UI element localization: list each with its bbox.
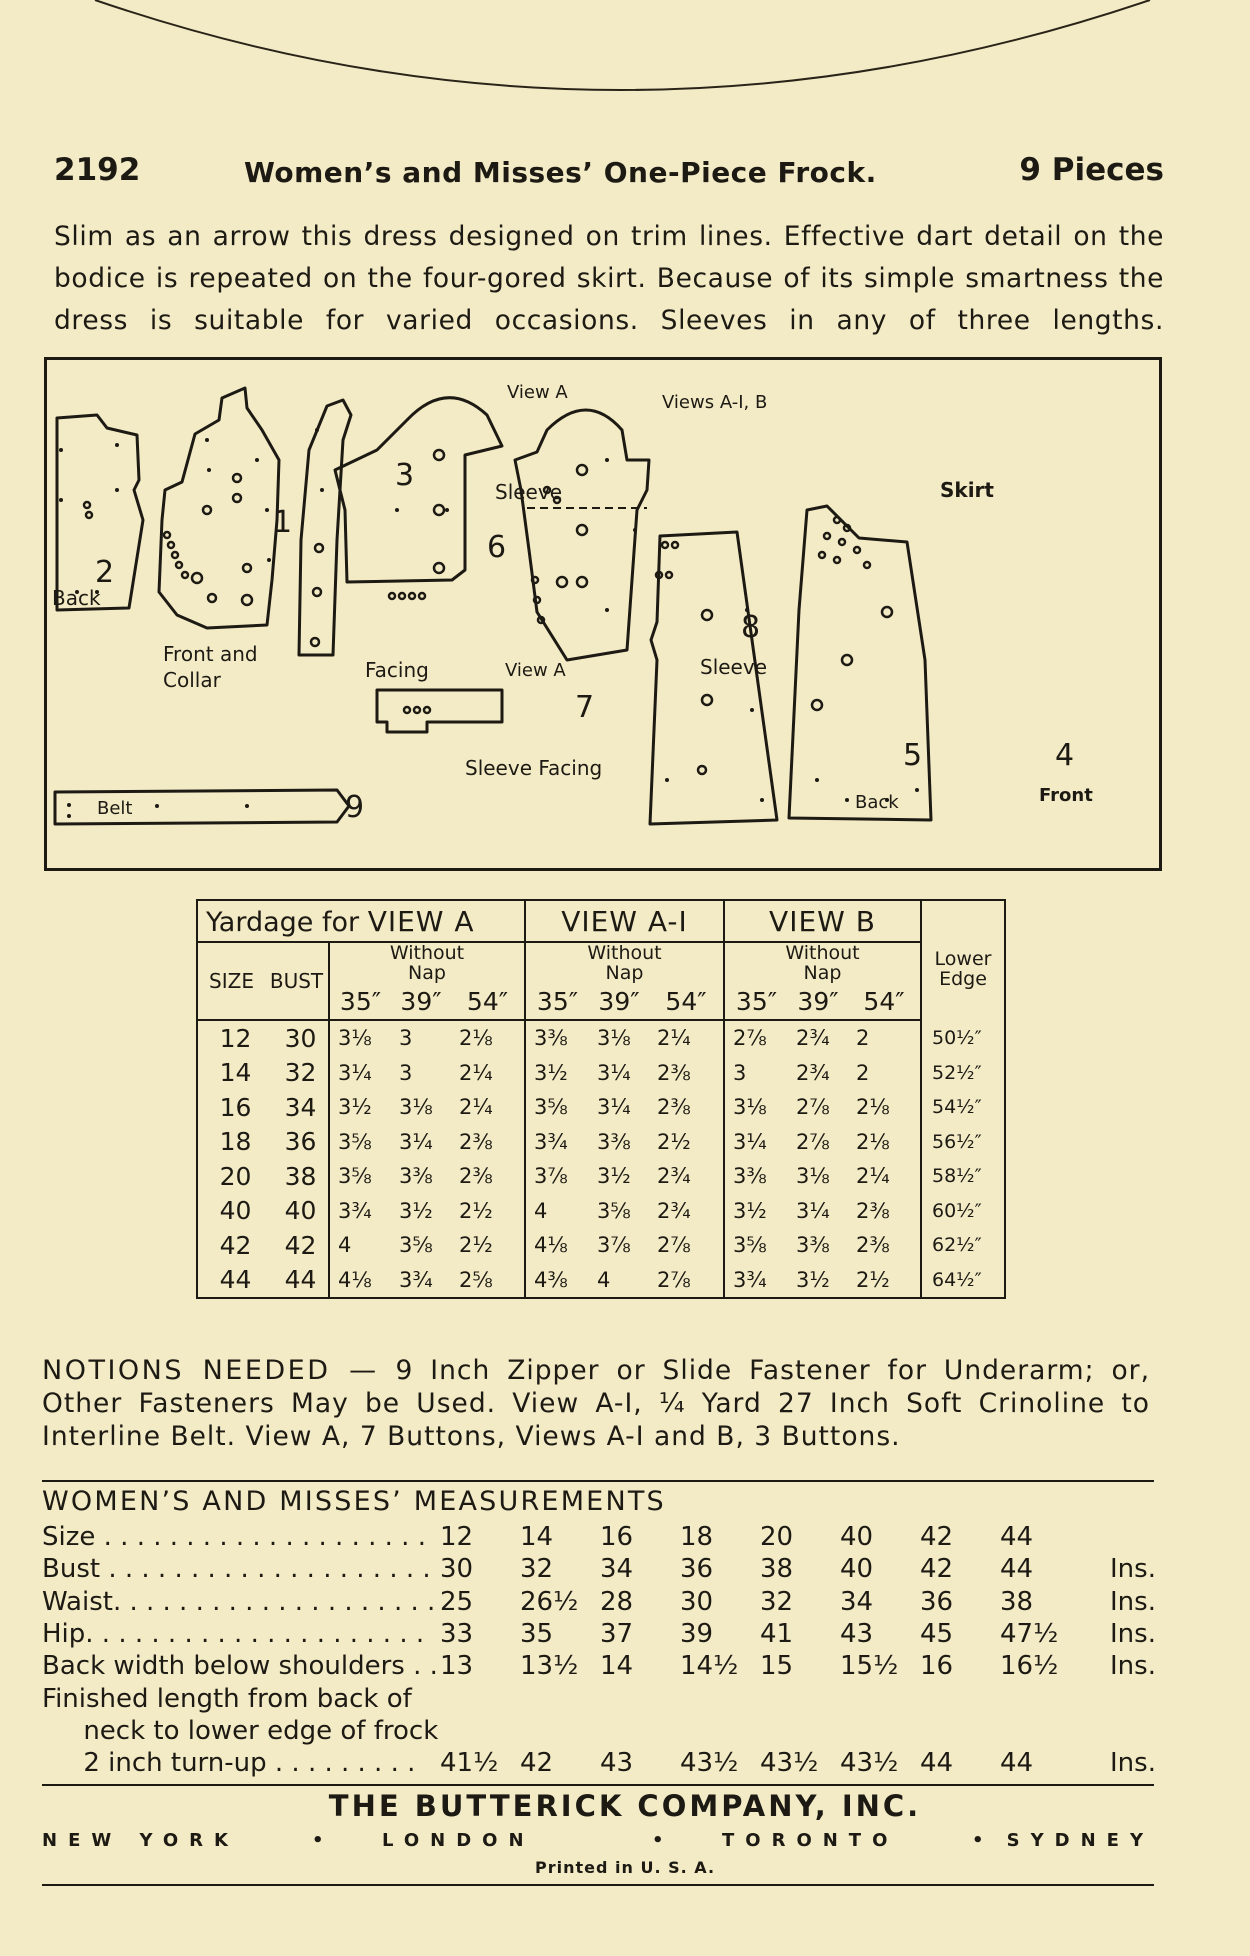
yardage-b-1: 3½ — [796, 1267, 830, 1292]
view-b-without-nap: Without Nap — [785, 942, 860, 984]
measurement-value: 43½ — [840, 1748, 899, 1779]
yardage-a-2: 2⅛ — [451, 1020, 525, 1056]
yardage-bust: 44 — [265, 1263, 329, 1299]
pattern-pieces-diagram — [44, 357, 1162, 871]
size-header: SIZE — [197, 942, 265, 1020]
measurement-value: 40 — [840, 1554, 874, 1585]
piece-front-collar — [159, 388, 279, 628]
yardage-a1-0: 4⅛ — [534, 1233, 568, 1258]
measurement-value: 32 — [520, 1554, 554, 1585]
yardage-bust: 36 — [265, 1125, 329, 1160]
yardage-lower-edge: 50½″ — [932, 1026, 982, 1049]
measurement-label: Finished length from back of — [42, 1683, 412, 1714]
yardage-b-2: 2⅜ — [848, 1228, 921, 1263]
yardage-a-2: 2⅜ — [451, 1125, 525, 1160]
piece-number-3: 3 — [395, 458, 415, 493]
yardage-lower-edge: 62½″ — [932, 1234, 982, 1257]
view-b-nap-header — [724, 942, 921, 983]
yardage-a1-1: 3⅜ — [597, 1129, 631, 1154]
measurement-value: 45 — [920, 1618, 954, 1649]
bust-header: BUST — [265, 942, 329, 1020]
yardage-a-1: 3 — [399, 1060, 413, 1085]
yardage-b-2: 2¼ — [848, 1159, 921, 1194]
measurement-value: 43½ — [680, 1748, 739, 1779]
yardage-bust: 32 — [265, 1056, 329, 1091]
yardage-b-1: 2⅞ — [796, 1095, 830, 1120]
yardage-a-2: 2¼ — [451, 1090, 525, 1125]
measurement-row — [42, 1716, 1162, 1748]
yardage-size: 42 — [219, 1230, 252, 1260]
yardage-lower-edge: 56½″ — [932, 1130, 982, 1153]
measurement-value: 26½ — [520, 1586, 579, 1617]
view-b-label: VIEW B — [769, 904, 876, 938]
measurement-value: 41 — [760, 1618, 794, 1649]
piece-number-8: 8 — [741, 610, 761, 645]
view-a1-without-nap: Without Nap — [587, 942, 662, 984]
view-a1-width-39: 39″ — [589, 983, 649, 1020]
measurement-unit: Ins. — [1110, 1554, 1156, 1585]
yardage-a-1: 3¾ — [399, 1267, 433, 1292]
pattern-pieces-drawing — [47, 360, 1159, 868]
divider-top — [42, 1480, 1154, 1482]
measurement-value: 33 — [440, 1618, 474, 1649]
yardage-view-b-header — [724, 900, 921, 942]
yardage-row — [197, 1090, 1005, 1125]
yardage-a1-1: 3⅞ — [597, 1233, 631, 1258]
yardage-a1-2: 2¼ — [649, 1020, 724, 1056]
notions-text: 9 Inch Zipper or Slide Fastener for Underarm; or, Other Fasteners May be Used. View A-I, ¼ Yard 27 Inch Soft Crinoline to Interline Belt. View A, 7 Buttons, Views A-I and B, 3 Buttons. — [42, 1355, 1150, 1452]
yardage-b-1: 2⅞ — [796, 1129, 830, 1154]
yardage-b-0: 3⅛ — [733, 1095, 767, 1120]
view-a-width-54: 54″ — [451, 983, 525, 1020]
notions-lead: NOTIONS NEEDED — — [42, 1355, 379, 1386]
measurement-row — [42, 1748, 1162, 1780]
measurement-label: Back width below shoulders . . — [42, 1651, 438, 1682]
measurement-value: 42 — [920, 1554, 954, 1585]
yardage-size: 40 — [219, 1196, 252, 1226]
company-name: THE BUTTERICK COMPANY, INC. — [328, 1789, 922, 1823]
yardage-a-0: 4⅛ — [338, 1267, 372, 1292]
measurement-value: 15 — [760, 1651, 794, 1682]
piece-number-5: 5 — [903, 738, 923, 773]
measurement-value: 38 — [1000, 1586, 1034, 1617]
measurement-value: 39 — [680, 1618, 714, 1649]
label-front-collar-2: Collar — [163, 668, 221, 692]
yardage-rows — [197, 1020, 1005, 1298]
yardage-a1-2: 2⅞ — [649, 1228, 724, 1263]
view-b-width-39: 39″ — [788, 983, 848, 1020]
yardage-a1-0: 3⅝ — [534, 1095, 568, 1120]
measurement-value: 35 — [520, 1618, 554, 1649]
measurement-row — [42, 1619, 1162, 1651]
measurements-title: WOMEN’S AND MISSES’ MEASUREMENTS — [42, 1486, 666, 1517]
piece-number-9: 9 — [345, 790, 365, 825]
city-separator: • — [652, 1830, 675, 1851]
yardage-view-a-header — [197, 900, 525, 942]
yardage-a-0: 3⅛ — [338, 1026, 372, 1051]
view-a1-label: VIEW A-I — [561, 904, 688, 938]
measurement-unit: Ins. — [1110, 1651, 1156, 1682]
measurement-value: 41½ — [440, 1748, 499, 1779]
yardage-b-0: 3 — [733, 1060, 747, 1085]
yardage-row — [197, 1228, 1005, 1263]
label-sleeve-b: Sleeve — [700, 655, 768, 679]
yardage-a1-1: 4 — [597, 1267, 611, 1292]
yardage-b-1: 2¾ — [796, 1060, 830, 1085]
pattern-header — [54, 152, 1164, 196]
yardage-bust: 34 — [265, 1090, 329, 1125]
city-name: SYDNEY — [1006, 1830, 1154, 1851]
yardage-lower-edge: 54½″ — [932, 1096, 982, 1119]
label-view-a-facing: View A — [505, 660, 566, 681]
measurement-row — [42, 1651, 1162, 1683]
yardage-b-2: 2⅜ — [848, 1194, 921, 1229]
yardage-size: 16 — [219, 1092, 252, 1122]
measurement-value: 16½ — [1000, 1651, 1059, 1682]
label-skirt-back: Back — [855, 792, 899, 813]
piece-number-4: 4 — [1055, 738, 1075, 773]
measurement-value: 42 — [920, 1522, 954, 1552]
pieces-count: 9 Pieces — [1019, 152, 1164, 188]
measurement-row — [42, 1684, 1162, 1716]
yardage-view-a1-header — [525, 900, 724, 942]
yardage-a-0: 4 — [338, 1233, 352, 1258]
yardage-a-1: 3⅝ — [399, 1233, 433, 1258]
view-b-width-54: 54″ — [848, 983, 921, 1020]
view-a-label: VIEW A — [367, 904, 475, 938]
yardage-b-0: 3¼ — [733, 1129, 767, 1154]
yardage-a1-2: 2½ — [649, 1125, 724, 1160]
pattern-number: 2192 — [54, 152, 141, 188]
yardage-a-1: 3⅜ — [399, 1164, 433, 1189]
label-skirt: Skirt — [940, 478, 994, 502]
yardage-lower-edge: 58½″ — [932, 1165, 982, 1188]
yardage-a-2: 2½ — [451, 1194, 525, 1229]
yardage-a1-0: 4 — [534, 1198, 548, 1223]
yardage-b-0: 3½ — [733, 1198, 767, 1223]
view-a-nap-header — [329, 942, 525, 983]
label-back: Back — [52, 586, 101, 610]
measurement-value: 25 — [440, 1586, 474, 1617]
measurement-value: 44 — [1000, 1522, 1034, 1552]
measurement-label: Waist. . . . . . . . . . . . . . . . . . . . — [42, 1586, 436, 1617]
label-sleeve-a: Sleeve — [495, 480, 563, 504]
measurement-value: 34 — [840, 1586, 874, 1617]
yardage-a-0: 3⅝ — [338, 1129, 372, 1154]
yardage-a1-1: 3¼ — [597, 1095, 631, 1120]
piece-facing — [299, 400, 351, 655]
notions-needed — [42, 1354, 1150, 1453]
yardage-a1-0: 3⅜ — [534, 1026, 568, 1051]
measurement-value: 28 — [600, 1586, 634, 1617]
yardage-b-2: 2½ — [848, 1263, 921, 1299]
yardage-a-0: 3⅝ — [338, 1164, 372, 1189]
yardage-b-2: 2 — [848, 1056, 921, 1091]
yardage-a1-0: 3⅞ — [534, 1164, 568, 1189]
yardage-lower-edge: 52½″ — [932, 1061, 982, 1084]
view-a-without-nap: Without Nap — [389, 942, 465, 984]
city-separator: • — [312, 1830, 335, 1851]
printed-in: Printed in U. S. A. — [534, 1858, 716, 1877]
measurement-value: 43½ — [760, 1748, 819, 1779]
measurement-unit: Ins. — [1110, 1618, 1156, 1649]
measurement-value: 36 — [680, 1554, 714, 1585]
measurement-row — [42, 1554, 1162, 1586]
measurement-value: 18 — [680, 1522, 714, 1552]
yardage-bust: 38 — [265, 1159, 329, 1194]
envelope-flap-arc — [0, 0, 1250, 110]
measurement-value: 14 — [520, 1522, 554, 1552]
yardage-row — [197, 1159, 1005, 1194]
measurement-value: 13½ — [520, 1651, 579, 1682]
yardage-a-1: 3¼ — [399, 1129, 433, 1154]
yardage-a1-2: 2¾ — [649, 1159, 724, 1194]
yardage-a1-2: 2⅞ — [649, 1263, 724, 1299]
yardage-a-1: 3 — [399, 1026, 413, 1051]
measurement-value: 44 — [1000, 1748, 1034, 1779]
yardage-a-1: 3½ — [399, 1198, 433, 1223]
measurement-value: 42 — [520, 1748, 554, 1779]
yardage-lower-edge: 64½″ — [932, 1268, 982, 1291]
yardage-b-2: 2⅛ — [848, 1125, 921, 1160]
yardage-a1-1: 3⅛ — [597, 1026, 631, 1051]
yardage-title-prefix: Yardage for — [206, 906, 360, 938]
yardage-a1-2: 2⅜ — [649, 1090, 724, 1125]
yardage-b-1: 3⅛ — [796, 1164, 830, 1189]
lower-edge-header — [921, 900, 1005, 1020]
measurement-unit: Ins. — [1110, 1586, 1156, 1617]
yardage-a1-1: 3¼ — [597, 1060, 631, 1085]
measurement-value: 43 — [840, 1618, 874, 1649]
yardage-row — [197, 1263, 1005, 1299]
yardage-b-0: 2⅞ — [733, 1026, 767, 1051]
yardage-a1-0: 3¾ — [534, 1129, 568, 1154]
yardage-a1-2: 2¾ — [649, 1194, 724, 1229]
label-skirt-front: Front — [1039, 785, 1093, 806]
city-name: TORONTO — [722, 1830, 899, 1851]
view-a-width-39: 39″ — [391, 983, 451, 1020]
yardage-b-2: 2 — [848, 1020, 921, 1056]
yardage-lower-edge: 60½″ — [932, 1199, 982, 1222]
measurement-value: 38 — [760, 1554, 794, 1585]
measurement-value: 30 — [680, 1586, 714, 1617]
measurement-value: 30 — [440, 1554, 474, 1585]
measurement-value: 15½ — [840, 1651, 899, 1682]
measurement-label: Hip. . . . . . . . . . . . . . . . . . . . . — [42, 1618, 425, 1649]
yardage-a-2: 2¼ — [451, 1056, 525, 1091]
yardage-row — [197, 1125, 1005, 1160]
measurement-value: 43 — [600, 1748, 634, 1779]
divider-bottom — [42, 1784, 1154, 1786]
yardage-row — [197, 1056, 1005, 1091]
yardage-b-1: 2¾ — [796, 1026, 830, 1051]
view-a1-nap-header — [525, 942, 724, 983]
yardage-bust: 42 — [265, 1228, 329, 1263]
label-sleeve-facing: Sleeve Facing — [465, 756, 603, 780]
city-name: LONDON — [382, 1830, 535, 1851]
yardage-size: 44 — [219, 1265, 252, 1295]
yardage-row — [197, 1194, 1005, 1229]
measurement-value: 32 — [760, 1586, 794, 1617]
pattern-description: Slim as an arrow this dress designed on trim lines. Effective dart detail on the bodice is repeated on the four-gored skirt. Because of its simple smartness the dress is suitable for varied occasions. Sleeves in any of three lengths. — [54, 221, 1164, 336]
yardage-b-0: 3¾ — [733, 1267, 767, 1292]
measurement-row — [42, 1522, 1162, 1554]
view-a1-width-54: 54″ — [649, 983, 724, 1020]
piece-sleeve-facing — [377, 690, 502, 732]
measurement-value: 47½ — [1000, 1618, 1059, 1649]
measurement-value: 40 — [840, 1522, 874, 1552]
yardage-a1-0: 4⅜ — [534, 1267, 568, 1292]
yardage-a-1: 3⅛ — [399, 1095, 433, 1120]
measurement-value: 16 — [920, 1651, 954, 1682]
piece-number-2: 2 — [95, 555, 115, 590]
label-front-collar-1: Front and — [163, 642, 258, 666]
view-a-width-35: 35″ — [329, 983, 391, 1020]
measurement-label: Bust . . . . . . . . . . . . . . . . . . . . — [42, 1554, 431, 1585]
divider-footer — [42, 1884, 1154, 1886]
yardage-a-2: 2⅝ — [451, 1263, 525, 1299]
yardage-a1-0: 3½ — [534, 1060, 568, 1085]
yardage-a-0: 3¾ — [338, 1198, 372, 1223]
view-a1-width-35: 35″ — [525, 983, 589, 1020]
label-belt: Belt — [97, 798, 133, 819]
measurement-value: 14½ — [680, 1651, 739, 1682]
yardage-b-0: 3⅝ — [733, 1233, 767, 1258]
lower-edge-label: Lower Edge — [934, 948, 992, 990]
yardage-size: 18 — [219, 1127, 252, 1157]
yardage-b-2: 2⅛ — [848, 1090, 921, 1125]
pattern-circles — [84, 450, 892, 774]
measurement-value: 16 — [600, 1522, 634, 1552]
yardage-size: 12 — [219, 1023, 252, 1053]
measurement-value: 13 — [440, 1651, 474, 1682]
label-views-a1-b: Views A-I, B — [662, 392, 768, 413]
piece-sleeve-a — [335, 398, 502, 582]
yardage-a1-2: 2⅜ — [649, 1056, 724, 1091]
yardage-b-0: 3⅜ — [733, 1164, 767, 1189]
yardage-b-1: 3¼ — [796, 1198, 830, 1223]
measurement-value: 37 — [600, 1618, 634, 1649]
measurement-label: neck to lower edge of frock — [42, 1715, 439, 1746]
yardage-a1-1: 3⅝ — [597, 1198, 631, 1223]
view-b-width-35: 35″ — [724, 983, 788, 1020]
label-view-a-sleeve: View A — [507, 382, 568, 403]
yardage-row — [197, 1020, 1005, 1056]
yardage-a-2: 2⅜ — [451, 1159, 525, 1194]
yardage-table — [196, 899, 1006, 1299]
measurement-value: 20 — [760, 1522, 794, 1552]
label-facing: Facing — [365, 658, 429, 682]
pattern-title: Women’s and Misses’ One-Piece Frock. — [244, 156, 877, 189]
yardage-a1-1: 3½ — [597, 1164, 631, 1189]
yardage-a-0: 3¼ — [338, 1060, 372, 1085]
city-name: NEW YORK — [42, 1830, 239, 1851]
measurement-value: 14 — [600, 1651, 634, 1682]
piece-number-1: 1 — [273, 505, 293, 540]
measurement-label: Size . . . . . . . . . . . . . . . . . . . . — [42, 1522, 426, 1552]
measurement-value: 44 — [920, 1748, 954, 1779]
yardage-size: 20 — [219, 1161, 252, 1191]
measurement-value: 34 — [600, 1554, 634, 1585]
yardage-a-0: 3½ — [338, 1095, 372, 1120]
measurement-row — [42, 1587, 1162, 1619]
piece-number-6: 6 — [487, 530, 507, 565]
measurement-unit: Ins. — [1110, 1748, 1156, 1779]
measurement-value: 12 — [440, 1522, 474, 1552]
measurement-value: 36 — [920, 1586, 954, 1617]
yardage-bust: 40 — [265, 1194, 329, 1229]
yardage-size: 14 — [219, 1058, 252, 1088]
measurement-label: 2 inch turn-up . . . . . . . . . — [42, 1748, 416, 1779]
yardage-b-1: 3⅜ — [796, 1233, 830, 1258]
measurement-value: 44 — [1000, 1554, 1034, 1585]
yardage-a-2: 2½ — [451, 1228, 525, 1263]
city-separator: • — [972, 1830, 995, 1851]
piece-number-7: 7 — [575, 690, 595, 725]
yardage-bust: 30 — [265, 1020, 329, 1056]
